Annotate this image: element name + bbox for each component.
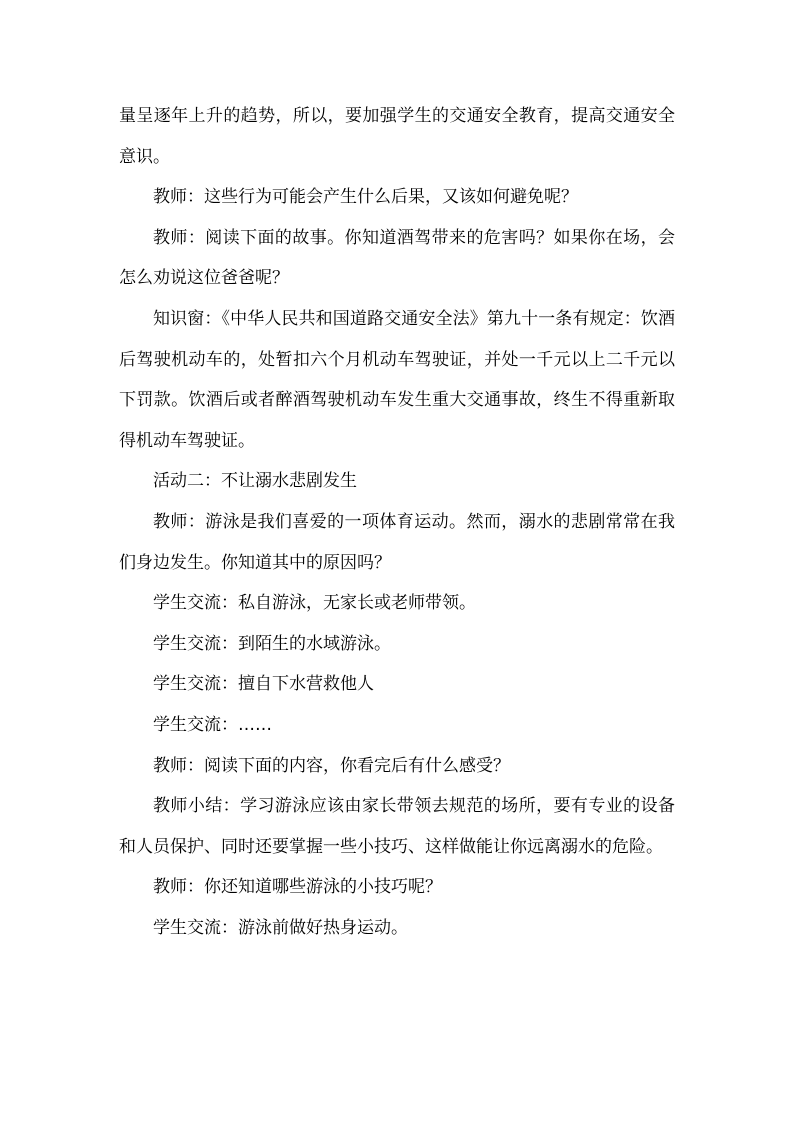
paragraph-teacher-story: 教师：阅读下面的故事。你知道酒驾带来的危害吗？如果你在场，会怎么劝说这位爸爸呢？ [119,227,675,289]
paragraph-student-exchange: 学生交流：…… [153,714,272,735]
paragraph-teacher-swimming: 教师：游泳是我们喜爱的一项体育运动。然而，溺水的悲剧常常在我们身边发生。你知道其中的原因吗？ [119,511,675,573]
paragraph-student-exchange: 学生交流：擅自下水营救他人 [153,674,374,695]
paragraph-student-exchange: 学生交流：到陌生的水域游泳。 [153,633,391,654]
document-page [119,96,675,948]
paragraph-teacher-question: 教师：这些行为可能会产生什么后果，又该如何避免呢？ [153,187,578,208]
paragraph-teacher-reading: 教师：阅读下面的内容，你看完后有什么感受？ [153,755,510,776]
paragraph-student-exchange: 学生交流：游泳前做好热身运动。 [153,917,408,938]
activity-heading: 活动二：不让溺水悲剧发生 [153,471,357,492]
paragraph-continuation: 量呈逐年上升的趋势，所以，要加强学生的交通安全教育，提高交通安全意识。 [119,106,675,167]
paragraph-teacher-tips: 教师：你还知道哪些游泳的小技巧呢？ [153,877,442,898]
paragraph-teacher-summary: 教师小结：学习游泳应该由家长带领去规范的场所，要有专业的设备和人员保护、同时还要掌握一些小技巧、这样做能让你远离溺水的危险。 [119,796,675,857]
paragraph-student-exchange: 学生交流：私自游泳，无家长或老师带领。 [153,593,476,614]
paragraph-knowledge-window: 知识窗：《中华人民共和国道路交通安全法》第九十一条有规定：饮酒后驾驶机动车的，处暂扣六个月机动车驾驶证，并处一千元以上二千元以下罚款。饮酒后或者醉酒驾驶机动车发生重大交通事故，终生不得重新取得机动车驾驶证。 [119,308,675,451]
